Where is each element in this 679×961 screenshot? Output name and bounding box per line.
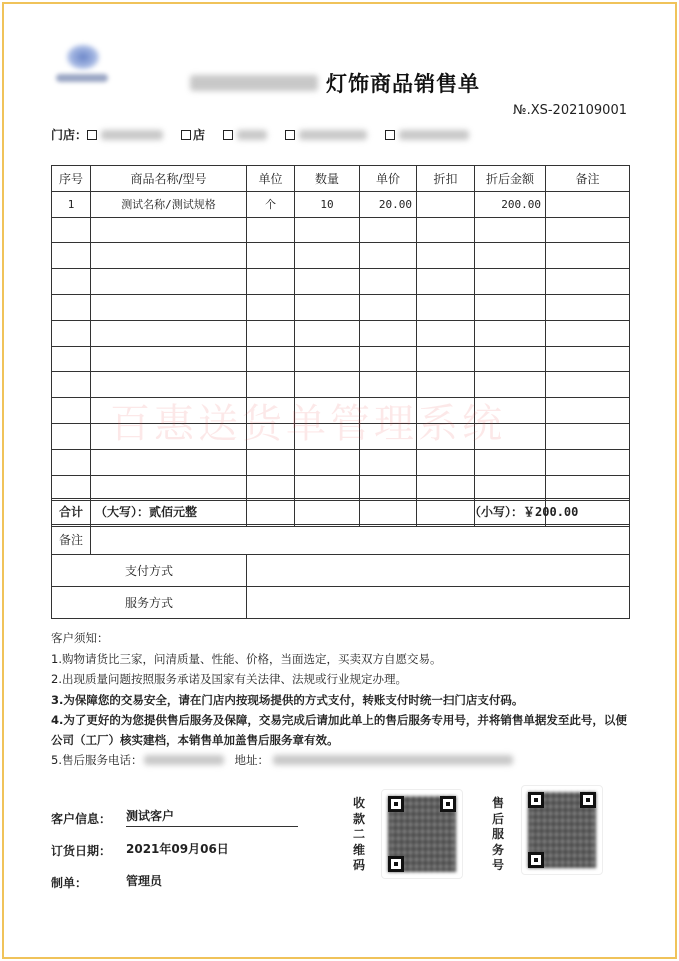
notes-title: 客户须知：	[51, 631, 109, 645]
col-header: 单价	[360, 166, 417, 192]
table-row	[52, 398, 630, 424]
table-row	[52, 217, 630, 243]
service-row	[52, 587, 630, 619]
company-logo	[52, 40, 112, 88]
col-header: 折后金额	[475, 166, 546, 192]
total-lower-value: ￥200.00	[523, 505, 579, 519]
order-info	[51, 795, 298, 891]
pay-qr-code	[381, 789, 463, 879]
page-title: 灯饰商品销售单	[326, 72, 480, 96]
redacted-company-name	[190, 75, 318, 91]
payment-value[interactable]	[247, 555, 630, 587]
table-row	[52, 294, 630, 320]
col-header: 序号	[52, 166, 91, 192]
note-item: 2.出现质量问题按照服务承诺及国家有关法律、法规或行业规定办理。	[51, 672, 407, 686]
customer-row	[51, 795, 298, 827]
service-qr-label: 售后服务号	[491, 796, 504, 872]
store-row	[51, 126, 487, 143]
maker-label: 制单：	[51, 876, 88, 890]
note-item: 4.为了更好的为您提供售后服务及保障，交易完成后请加此单上的售后服务专用号，并将销售单据发至此号，以便公司（工厂）核实建档，本销售单加盖售后服务章有效。	[51, 713, 627, 747]
table-row	[52, 320, 630, 346]
total-upper-value: 贰佰元整	[149, 505, 198, 519]
payment-label: 支付方式	[52, 555, 247, 587]
table-row	[52, 372, 630, 398]
store-option[interactable]	[385, 130, 469, 140]
col-header: 备注	[546, 166, 630, 192]
service-qr-code	[521, 785, 603, 875]
date-label: 订货日期：	[51, 844, 112, 858]
col-header: 数量	[295, 166, 360, 192]
customer-label: 客户信息：	[51, 812, 112, 826]
title-area	[190, 68, 480, 98]
customer-notes	[51, 628, 631, 771]
col-header: 折扣	[417, 166, 475, 192]
payment-row	[52, 555, 630, 587]
table-header-row	[52, 166, 630, 192]
total-row	[52, 499, 630, 525]
cell-remark	[546, 191, 630, 217]
store-option[interactable]	[285, 130, 367, 140]
checkbox-icon[interactable]	[181, 130, 191, 140]
table-row	[52, 449, 630, 475]
note-item-contact: 5.售后服务电话： 地址：	[51, 750, 631, 771]
items-table	[51, 165, 630, 527]
remark-row	[52, 525, 630, 555]
note-item: 1.购物请货比三家，问清质量、性能、价格，当面选定，买卖双方自愿交易。	[51, 651, 442, 666]
checkbox-icon[interactable]	[223, 130, 233, 140]
table-row	[52, 346, 630, 372]
table-row	[52, 191, 630, 217]
remark-label: 备注	[52, 525, 91, 555]
cell-seq: 1	[52, 191, 91, 217]
service-label: 服务方式	[52, 587, 247, 619]
document-number: №.XS-202109001	[513, 103, 627, 118]
note-item: 3.为保障您的交易安全，请在门店内按现场提供的方式支付，转账支付时统一扫门店支付码。	[51, 692, 524, 707]
total-lower: （小写）：￥200.00	[417, 499, 630, 525]
cell-amount: 200.00	[475, 191, 546, 217]
date-value: 2021年09月06日	[126, 842, 229, 856]
total-label: 合计	[52, 499, 91, 525]
total-upper: （大写）：贰佰元整	[91, 499, 417, 525]
cell-qty: 10	[295, 191, 360, 217]
customer-value: 测试客户	[126, 807, 298, 827]
col-header: 单位	[247, 166, 295, 192]
table-row	[52, 475, 630, 501]
store-option[interactable]	[87, 130, 163, 140]
maker-row	[51, 859, 298, 891]
cell-price: 20.00	[360, 191, 417, 217]
table-row	[52, 423, 630, 449]
service-value[interactable]	[247, 587, 630, 619]
store-option[interactable]	[223, 130, 267, 140]
remark-value[interactable]	[91, 525, 630, 555]
checkbox-icon[interactable]	[385, 130, 395, 140]
cell-discount	[417, 191, 475, 217]
summary-table	[51, 498, 630, 619]
watermark: 百惠送货单管理系统	[110, 401, 506, 447]
table-row	[52, 269, 630, 295]
table-row	[52, 243, 630, 269]
checkbox-icon[interactable]	[285, 130, 295, 140]
pay-qr-label: 收款二维码	[352, 796, 365, 872]
cell-name: 测试名称/测试规格	[91, 191, 247, 217]
store-label: 门店：	[51, 128, 88, 142]
maker-value: 管理员	[126, 874, 163, 888]
checkbox-icon[interactable]	[87, 130, 97, 140]
cell-unit: 个	[247, 191, 295, 217]
date-row	[51, 827, 298, 859]
col-header: 商品名称/型号	[91, 166, 247, 192]
store-option[interactable]: 店	[181, 126, 205, 143]
